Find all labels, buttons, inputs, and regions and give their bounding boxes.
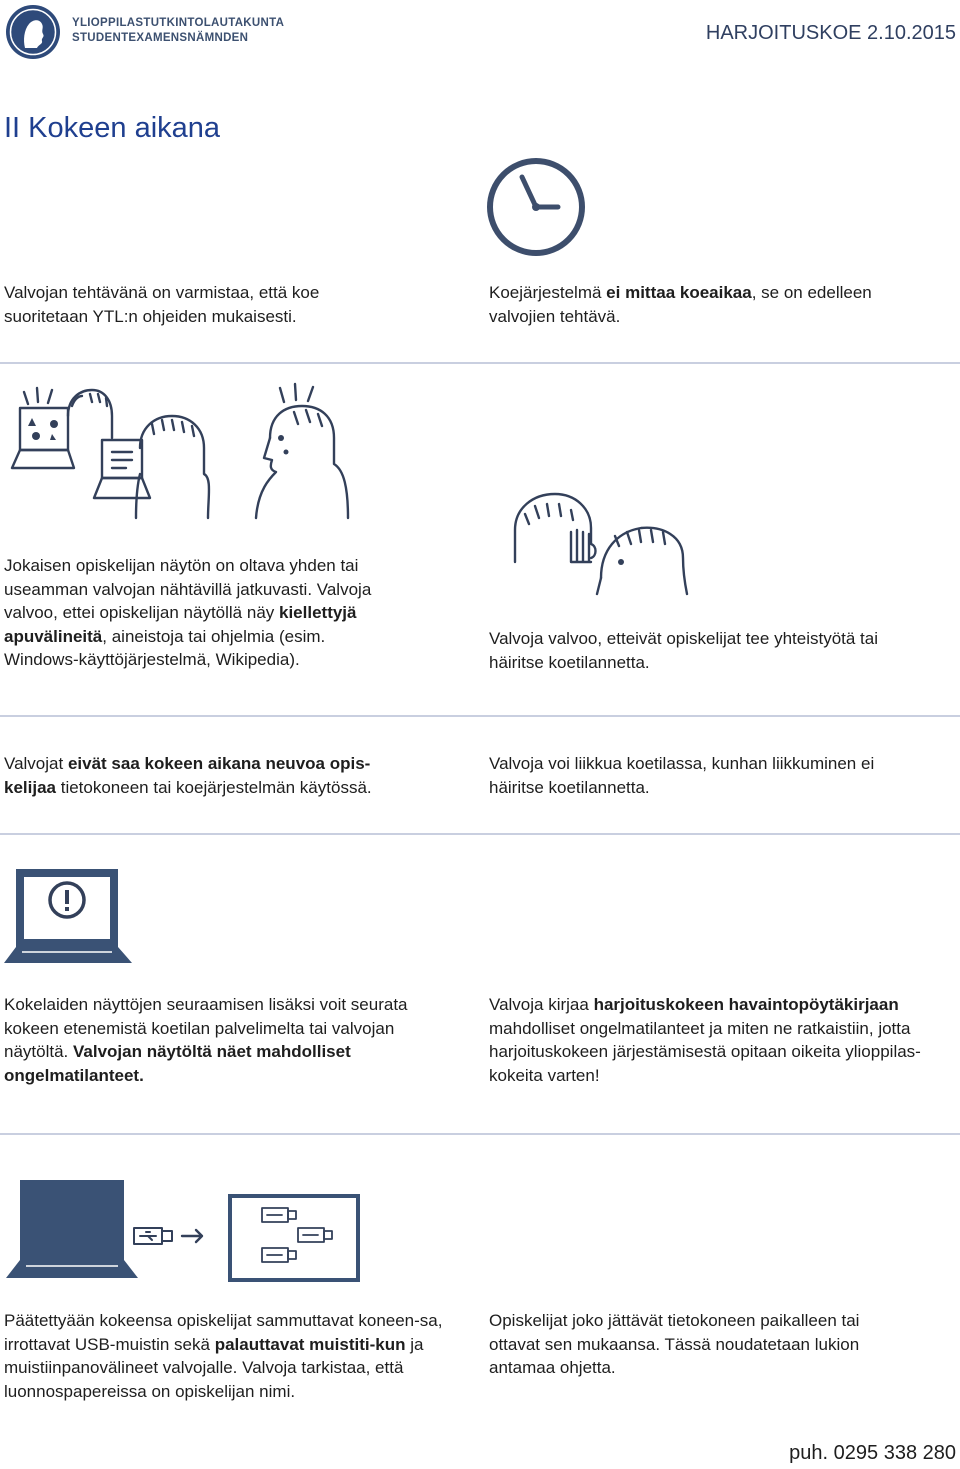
logo xyxy=(5,4,61,60)
text-block-4: Valvoja valvoo, etteivät opiskelijat tee yhteistyötä tai häiritse koetilannetta. xyxy=(489,629,879,672)
clock-icon xyxy=(484,155,588,259)
text-block-8: Valvoja kirjaa harjoituskokeen havaintopöytäkirjaan mahdolliset ongelmatilanteet ja miten ne ratkaistiin, jotta harjoituskokeen järjestämisestä opitaan oikeita ylioppilas-kokeita varten! xyxy=(489,995,921,1085)
usb-stick-icon xyxy=(134,1228,172,1244)
usb-return-illustration xyxy=(4,1178,364,1284)
text-block-9: Päätettyään kokeensa opiskelijat sammuttavat koneen-sa, irrottavat USB-muistin sekä palauttavat muistiti-kun ja muistiinpanovälineet valvojalle. Valvoja tarkistaa, että luonnospapereissa on opiskelijan nimi. xyxy=(4,1311,443,1401)
logo-seal xyxy=(5,4,61,60)
divider xyxy=(0,362,960,364)
doc-label: HARJOITUSKOE 2.10.2015 xyxy=(705,22,956,44)
warning-laptop-icon xyxy=(4,866,134,966)
divider xyxy=(0,1133,960,1135)
phone-number: puh. 0295 338 280 xyxy=(789,1442,956,1464)
divider xyxy=(0,833,960,835)
divider xyxy=(0,715,960,717)
text-block-5: Valvojat eivät saa kokeen aikana neuvoa opis-kelijaa tietokoneen tai koejärjestelmän käytössä. xyxy=(4,754,372,797)
page-title: II Kokeen aikana xyxy=(4,112,221,144)
text-block-10: Opiskelijat joko jättävät tietokoneen paikalleen tai ottavat sen mukaansa. Tässä noudatetaan lukion antamaa ohjetta. xyxy=(489,1311,860,1377)
text-block-3: Jokaisen opiskelijan näytön on oltava yhden tai useamman valvojan nähtävillä jatkuvasti. Valvoja valvoo, ettei opiskelijan näytöllä näy kiellettyjä apuvälineitä, aineistoja tai ohjelmia (esim. Windows-käyttöjärjestelmä, Wikipedia). xyxy=(4,556,372,669)
arrow-right-icon xyxy=(182,1230,202,1242)
org-name-fi: YLIOPPILASTUTKINTOLAUTAKUNTA xyxy=(72,17,285,29)
org-name-sv: STUDENTEXAMENSNÄMNDEN xyxy=(72,32,249,44)
laptop-icon xyxy=(6,1180,138,1278)
whispering-students-icon xyxy=(505,488,690,598)
text-block-2: Koejärjestelmä ei mittaa koeaikaa, se on edelleen valvojien tehtävä. xyxy=(489,283,872,326)
text-block-1: Valvojan tehtävänä on varmistaa, että koe suoritetaan YTL:n ohjeiden mukaisesti. xyxy=(4,283,320,326)
usb-storage-box-icon xyxy=(230,1196,358,1280)
students-at-laptops-icon xyxy=(8,378,353,543)
text-block-7: Kokelaiden näyttöjen seuraamisen lisäksi voit seurata kokeen etenemistä koetilan palvelimelta tai valvojan näytöltä. Valvojan näytöltä näet mahdolliset ongelmatilanteet. xyxy=(4,995,408,1085)
text-block-6: Valvoja voi liikkua koetilassa, kunhan liikkuminen ei häiritse koetilannetta. xyxy=(489,754,875,797)
